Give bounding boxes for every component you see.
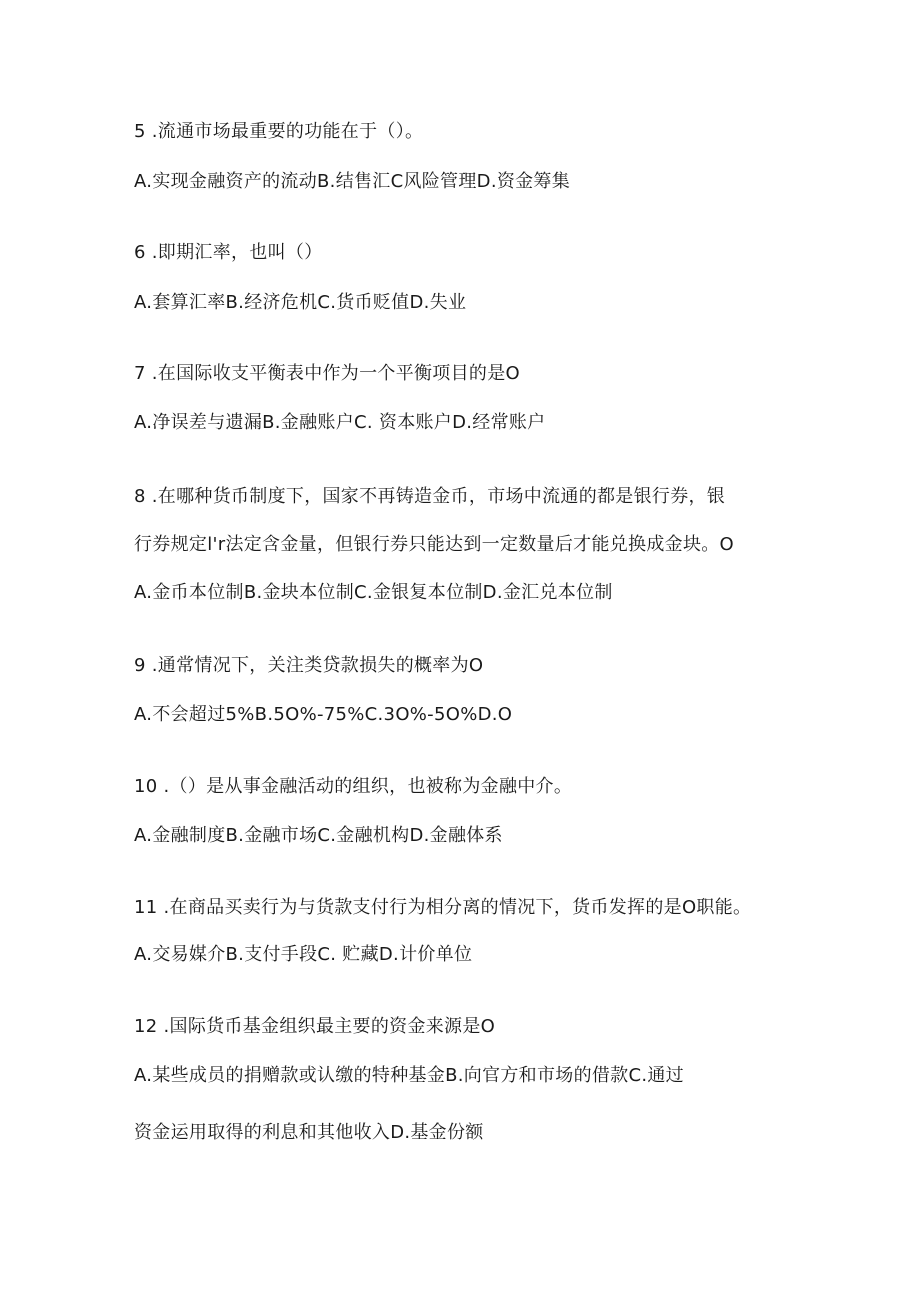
question-10-options: A.金融制度B.金融市场C.金融机构D.金融体系 <box>134 825 503 846</box>
question-5-stem: 5 .流通市场最重要的功能在于（）。 <box>134 121 424 142</box>
question-8-stem-line-2: 行券规定l'r法定含金量，但银行券只能达到一定数量后才能兑换成金块。O <box>134 534 735 555</box>
question-12-stem: 12 .国际货币基金组织最主要的资金来源是O <box>134 1016 496 1037</box>
question-11-options: A.交易媒介B.支付手段C. 贮藏D.计价单位 <box>134 944 473 965</box>
question-9-stem: 9 .通常情况下，关注类贷款损失的概率为O <box>134 655 484 676</box>
question-6-options: A.套算汇率B.经济危机C.货币贬值D.失业 <box>134 292 467 313</box>
question-7-stem: 7 .在国际收支平衡表中作为一个平衡项目的是O <box>134 363 520 384</box>
question-7-options: A.净误差与遗漏B.金融账户C. 资本账户D.经常账户 <box>134 412 546 433</box>
question-12-options-line-2: 资金运用取得的利息和其他收入D.基金份额 <box>134 1122 484 1143</box>
question-6-stem: 6 .即期汇率，也叫（） <box>134 242 323 263</box>
question-10-stem: 10 .（）是从事金融活动的组织，也被称为金融中介。 <box>134 776 573 797</box>
question-8-options: A.金币本位制B.金块本位制C.金银复本位制D.金汇兑本位制 <box>134 582 613 603</box>
question-12-options-line-1: A.某些成员的捐赠款或认缴的特种基金B.向官方和市场的借款C.通过 <box>134 1065 684 1086</box>
question-8-stem-line-1: 8 .在哪种货币制度下，国家不再铸造金币，市场中流通的都是银行券，银 <box>134 486 726 507</box>
question-11-stem: 11 .在商品买卖行为与货款支付行为相分离的情况下，货币发挥的是O职能。 <box>134 897 752 918</box>
question-9-options: A.不会超过5%B.5O%-75%C.3O%-5O%D.O <box>134 704 513 725</box>
question-5-options: A.实现金融资产的流动B.结售汇C风险管理D.资金筹集 <box>134 171 571 192</box>
